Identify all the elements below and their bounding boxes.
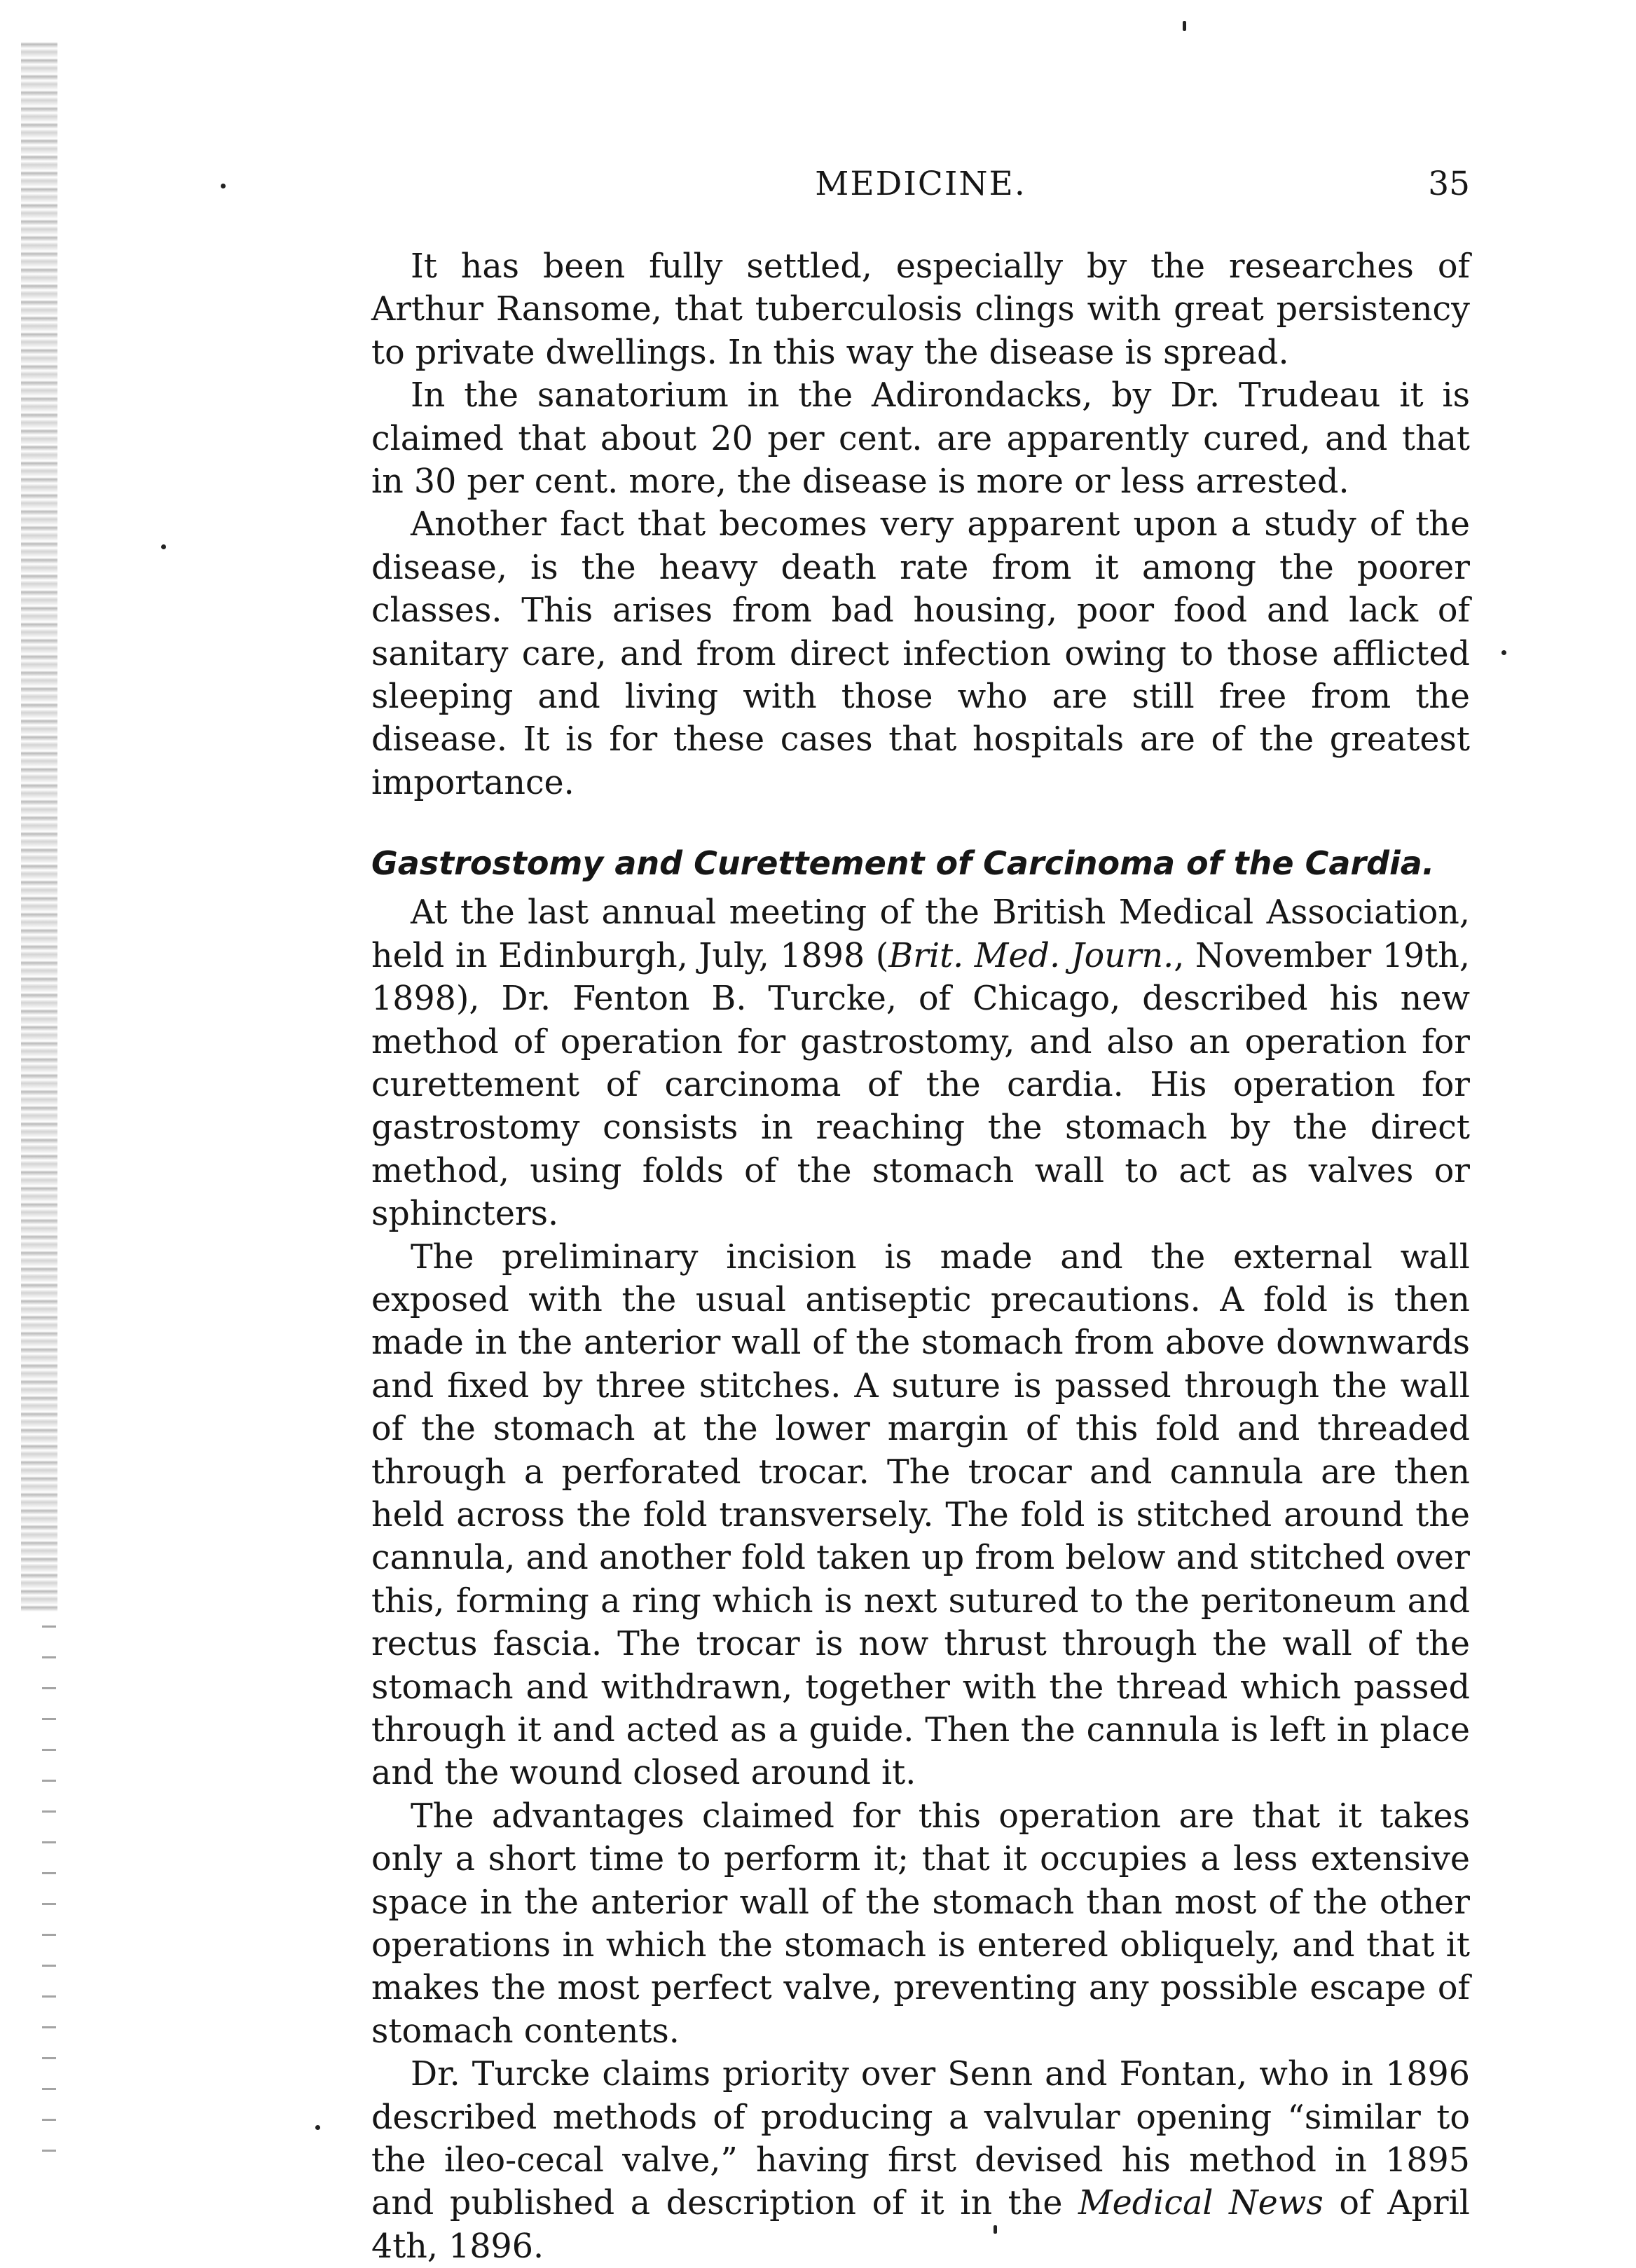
paragraph-operation-advantages: The advantages claimed for this operation are that it takes only a short time to perform it; that it occupies a less extensive space in the anterior wall of the stomach than most of the other operations in which the stomach is entered obliquely, and that it makes the most perfect valve, preventing any possible escape of stomach contents.	[371, 1796, 1470, 2051]
page-body	[371, 245, 1470, 2268]
scan-speck	[221, 184, 226, 188]
paragraph-operation-procedure: The preliminary incision is made and the external wall exposed with the usual antiseptic precautions. A fold is then made in the anterior wall of the stomach from above downwards and fixed by three stitches. A suture is passed through the wall of the stomach at the lower margin of this fold and threaded through a perforated trocar. The trocar and cannula are then held across the fold transversely. The fold is stitched around the cannula, and another fold taken up from below and stitched over this, forming a ring which is next sutured to the peritoneum and rectus fascia. The trocar is now thrust through the wall of the stomach and withdrawn, together with the thread which passed through it and acted as a guide. Then the cannula is left in place and the wound closed around it.	[371, 1237, 1470, 1793]
paragraph-text: At the last annual meeting of the British Medical Association, held in Edinburgh, July, 1898 (	[371, 893, 1470, 975]
paragraph-bma-meeting	[371, 891, 1470, 1235]
journal-reference: Medical News	[1078, 2184, 1324, 2223]
paragraph-tuberculosis-dwellings: It has been fully settled, especially by the researches of Arthur Ransome, that tuberculosis clings with great persistency to private dwellings. In this way the disease is spread.	[371, 247, 1470, 372]
paragraph-death-rate-poorer-classes: Another fact that becomes very apparent upon a study of the disease, is the heavy death rate from it among the poorer classes. This arises from bad housing, poor food and lack of sanitary care, and from direct infection owing to those afflicted sleeping and living with those who are still free from the disease. It is for these cases that hospitals are of the greatest importance.	[371, 505, 1470, 802]
paragraph-text: Dr. Turcke claims priority over Senn and Fontan, who in 1896 described methods of producing a valvular opening “similar to the ileo-cecal valve,” having first devised his method in 1895 and published a description of it in the	[371, 2055, 1470, 2223]
section-heading: Gastrostomy and Curettement of Carcinoma of the Cardia.	[371, 844, 1435, 883]
paragraph-text: of April 4th, 1896.	[371, 2184, 1470, 2266]
paragraph-text: , November 19th, 1898), Dr. Fenton B. Turcke, of Chicago, described his new method of operation for gastrostomy, and also an operation for curettement of carcinoma of the cardia. His operation for gastrostomy consists in reaching the stomach by the direct method, using folds of the stomach wall to act as valves or sphincters.	[371, 936, 1470, 1234]
page-binding-edge	[21, 42, 57, 1611]
binding-margin-marks	[42, 1626, 56, 2158]
scan-speck	[1501, 650, 1506, 655]
paragraph-priority-claim	[371, 2053, 1470, 2268]
scan-speck	[315, 2125, 320, 2130]
running-title: MEDICINE.	[815, 165, 1026, 203]
journal-reference: Brit. Med. Journ.	[888, 936, 1174, 975]
scan-speck	[161, 544, 166, 549]
scan-speck	[1183, 21, 1186, 31]
page-number: 35	[1428, 165, 1470, 203]
page-header	[371, 158, 1470, 214]
paragraph-adirondacks-sanatorium: In the sanatorium in the Adirondacks, by Dr. Trudeau it is claimed that about 20 per cent. are apparently cured, and that in 30 per cent. more, the disease is more or less arrested.	[371, 376, 1470, 502]
